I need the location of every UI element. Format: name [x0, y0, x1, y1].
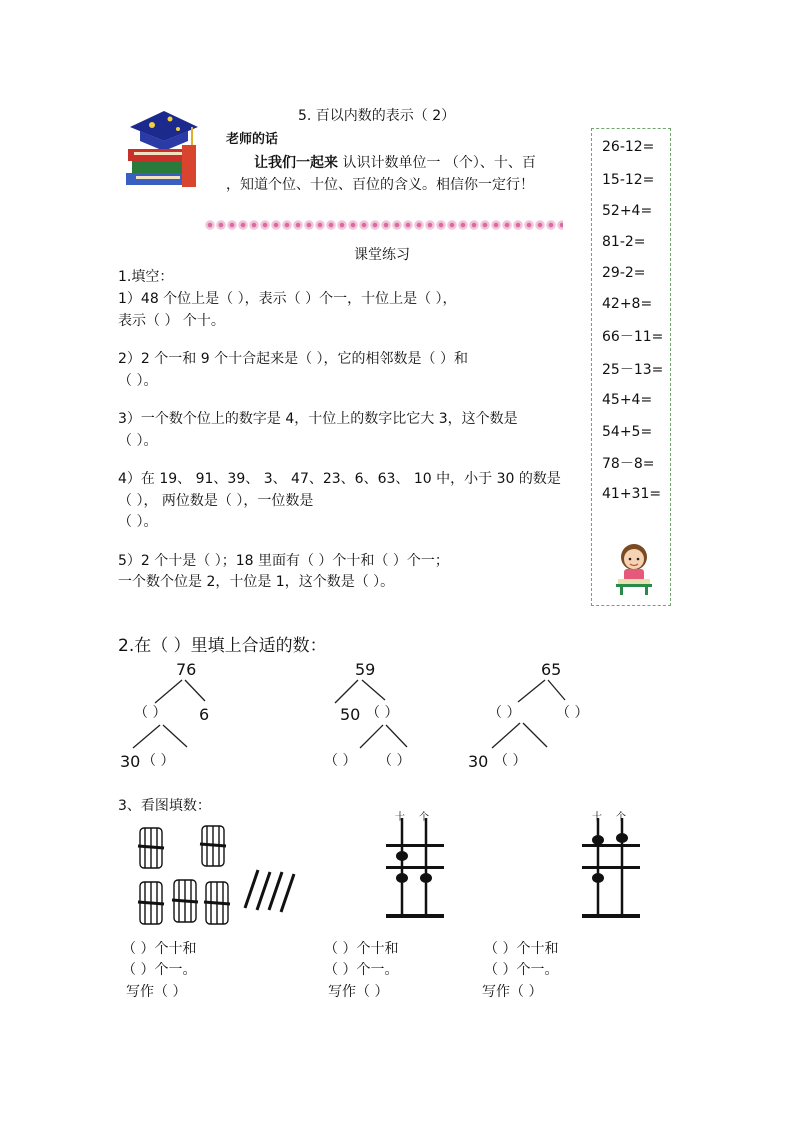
q3-group-3-ones: （ ）个一。 [484, 962, 559, 978]
q3-group-2-ones: （ ）个一。 [324, 962, 399, 978]
teacher-line-1-bold: 让我们一起来 [254, 155, 338, 171]
tree-1-top: 76 [176, 660, 197, 679]
side-equation: 54+5= [602, 424, 653, 440]
tree-2-bottom-right-blank: （ ） [378, 753, 411, 769]
q3-group-2-write: 写作（ ） [328, 984, 389, 1000]
abacus-2-tens-label: 十 [592, 812, 602, 823]
q2-title: 2.在（ ）里填上合适的数： [118, 636, 327, 656]
side-equation: 78－8= [602, 456, 655, 472]
tree-2-top: 59 [355, 660, 376, 679]
side-equation: 15-12= [602, 172, 655, 188]
side-equation: 25－13= [602, 362, 664, 378]
tree-3-top: 65 [541, 660, 562, 679]
tree-2-mid-left: 50 [340, 705, 361, 724]
q3-group-3-write: 写作（ ） [482, 984, 543, 1000]
tree-3-mid-right-blank: （ ） [556, 705, 589, 721]
tree-3-bottom-left: 30 [468, 752, 489, 771]
q1-item-2-line-1: 2）2 个一和 9 个十合起来是（ ），它的相邻数是（ ）和 [118, 351, 468, 367]
q1-item-1-line-1: 1）48 个位上是（ ），表示（ ）个一，十位上是（ ）， [118, 291, 457, 307]
page-title: 5. 百以内数的表示（ 2） [298, 108, 456, 124]
side-equation: 41+31= [602, 486, 662, 502]
tree-2-bottom-left-blank: （ ） [324, 753, 357, 769]
abacus-2-icon [578, 810, 648, 925]
stick-bundles-icon [130, 822, 300, 932]
abacus-1-icon [380, 810, 450, 925]
q3-group-1-tens: （ ）个十和 [122, 941, 197, 957]
teacher-line-1-rest: 认识计数单位一 （个）、十、百 [338, 155, 536, 171]
q1-item-5-line-2: 一个数个位是 2，十位是 1，这个数是（ ）。 [118, 574, 395, 590]
q3-group-2-tens: （ ）个十和 [324, 941, 399, 957]
q1-item-2-line-2: （ ）。 [118, 373, 158, 389]
abacus-2-ones-label: 个 [616, 812, 626, 823]
q1-title: 1.填空： [118, 269, 174, 285]
tree-2-mid-right-blank: （ ） [366, 705, 399, 721]
tree-1-mid-right: 6 [199, 705, 210, 724]
tree-1-bottom-right-blank: （ ） [142, 753, 175, 769]
q1-item-4-line-1: 4）在 19、 91、39、 3、 47、23、6、63、 10 中，小于 30 的数是 [118, 471, 561, 487]
q3-group-1-write: 写作（ ） [126, 984, 187, 1000]
side-equation: 66－11= [602, 329, 664, 345]
teacher-line-2: ，知道个位、十位、百位的含义。相信你一定行！ [226, 177, 534, 193]
abacus-1-tens-label: 十 [395, 812, 405, 823]
tree-1-bottom-left: 30 [120, 752, 141, 771]
teacher-label: 老师的话 [226, 132, 279, 147]
q1-item-4-line-3: （ ）。 [118, 514, 158, 530]
q1-item-4-line-2: （ ）， 两位数是（ ），一位数是 [118, 493, 314, 509]
q3-group-1-ones: （ ）个一。 [122, 962, 197, 978]
side-equation: 81-2= [602, 234, 646, 250]
side-equation: 29-2= [602, 265, 646, 281]
q1-item-1-line-2: 表示（ ） 个十。 [118, 313, 225, 329]
practice-heading: 课堂练习 [354, 247, 410, 263]
tree-3-bottom-right-blank: （ ） [494, 753, 527, 769]
q1-item-5-line-1: 5）2 个十是（ ）；18 里面有（ ）个十和（ ）个一； [118, 553, 449, 569]
side-equation: 45+4= [602, 392, 653, 408]
q1-item-3-line-2: （ ）。 [118, 433, 158, 449]
side-equation: 42+8= [602, 296, 653, 312]
side-equation: 26-12= [602, 139, 655, 155]
abacus-1-ones-label: 个 [419, 812, 429, 823]
tree-3-mid-left-blank: （ ） [488, 705, 521, 721]
side-equation: 52+4= [602, 203, 653, 219]
tree-1-mid-left-blank: （ ） [134, 705, 167, 721]
q1-item-3-line-1: 3）一个数个位上的数字是 4，十位上的数字比它大 3，这个数是 [118, 411, 518, 427]
q3-title: 3、看图填数： [118, 798, 211, 814]
q3-group-3-tens: （ ）个十和 [484, 941, 559, 957]
